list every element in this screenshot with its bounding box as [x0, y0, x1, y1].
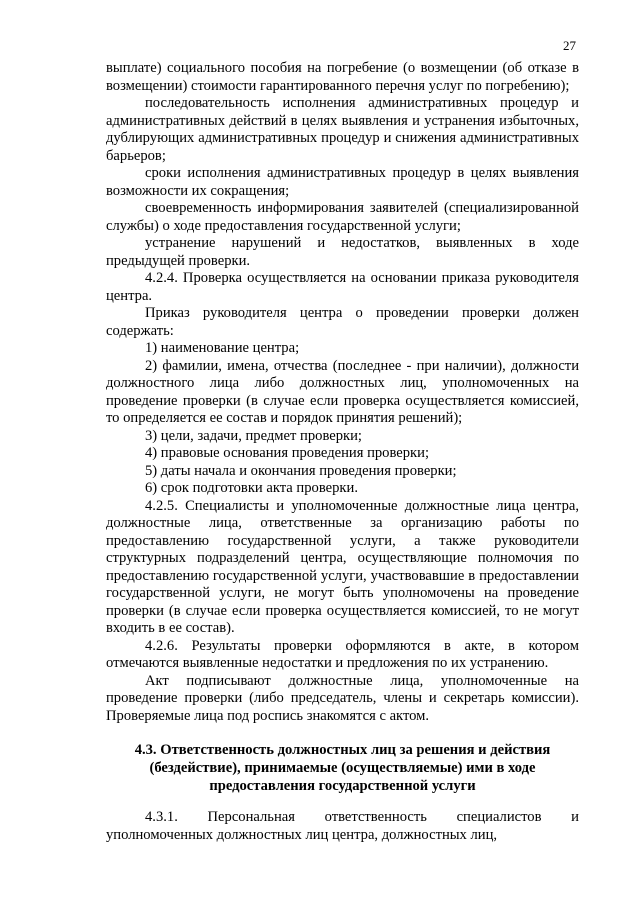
page-number: 27 — [563, 38, 576, 53]
paragraph: Акт подписывают должностные лица, уполномоченные на проведение проверки (либо председатель, члены и секретарь комиссии). Проверяемые лица под роспись знакомятся с актом. — [106, 672, 579, 724]
paragraph: Приказ руководителя центра о проведении проверки должен содержать: — [106, 305, 579, 339]
paragraph: выплате) социального пособия на погребение (о возмещении (об отказе в возмещении) стоимости гарантированного перечня услуг по погребению); — [106, 60, 579, 94]
paragraph: 4.2.5. Специалисты и уполномоченные должностные лица центра, должностные лица, ответственные за организацию работы по предоставлению государственной услуги, а также руководители структурных подразделений центра, осуществляющие полномочия по предоставлению государственной услуги, участвовавшие в предоставлении государственной услуги, не могут быть уполномочены на проведение проверки (в случае если проверка осуществляется комиссией, то не могут входить в ее состав). — [106, 497, 579, 636]
paragraph: 4.2.4. Проверка осуществляется на основании приказа руководителя центра. — [106, 270, 579, 304]
paragraph: 4) правовые основания проведения проверки; — [145, 445, 430, 461]
paragraph: устранение нарушений и недостатков, выявленных в ходе предыдущей проверки. — [106, 235, 579, 269]
paragraph: 4.2.6. Результаты проверки оформляются в акте, в котором отмечаются выявленные недостатки и предложения по их устранению. — [106, 637, 579, 671]
paragraph: последовательность исполнения административных процедур и административных действий в целях выявления и устранения избыточных, дублирующих административных процедур и снижения административных барьеров; — [106, 95, 579, 164]
paragraphs-before-heading — [106, 60, 579, 725]
paragraph: 2) фамилии, имена, отчества (последнее - при наличии), должности должностного лица либо должностных лиц, уполномоченных на проведение проверки (в случае если проверка осуществляется комиссией, то определяется ее состав и порядок принятия решений); — [106, 357, 579, 426]
section-heading: 4.3. Ответственность должностных лиц за решения и действия (бездействие), принимаемые (осуществляемые) ими в ходе предоставления государственной услуги — [134, 742, 551, 794]
paragraph: 4.3.1. Персональная ответственность специалистов и уполномоченных должностных лиц центра, должностных лиц, — [106, 809, 579, 843]
paragraph: 1) наименование центра; — [145, 340, 300, 356]
paragraph: 5) даты начала и окончания проведения проверки; — [145, 462, 457, 479]
paragraphs-after-heading — [106, 809, 579, 844]
paragraph: 3) цели, задачи, предмет проверки; — [145, 427, 362, 444]
paragraph: сроки исполнения административных процедур в целях выявления возможности их сокращения; — [106, 165, 579, 199]
document-body — [106, 60, 579, 844]
paragraph: своевременность информирования заявителей (специализированной службы) о ходе предоставления государственной услуги; — [106, 200, 579, 234]
paragraph: 6) срок подготовки акта проверки. — [145, 480, 358, 496]
